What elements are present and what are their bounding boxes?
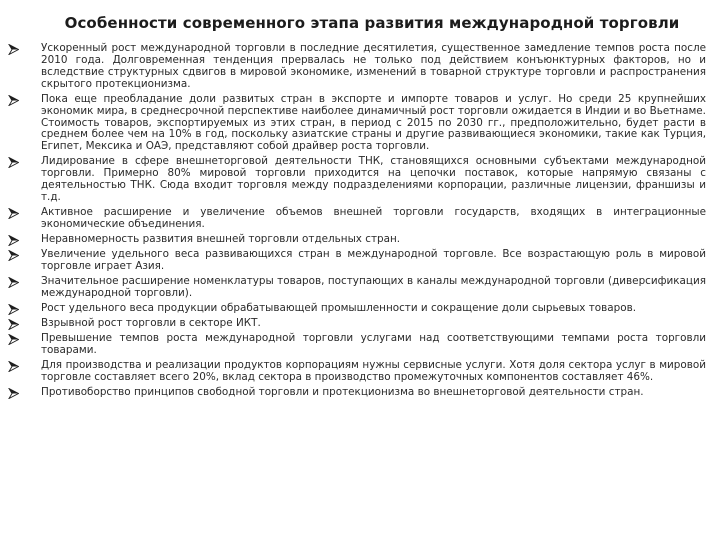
arrowhead-bullet-icon [8,334,20,345]
list-item-text: Увеличение удельного веса развивающихся стран в международной торговле. Все возрастающую роль в мировой торговле играет Азия. [41,247,706,272]
list-item-text: Пока еще преобладание доли развитых стран в экспорте и импорте товаров и услуг. Но среди 25 крупнейших экономик мира, в среднесрочной перспективе наиболее динамичный рост торговли ожидается в Индии и во Вьетнаме. Стоимость товаров, экспортируемых из этих стран, в период с 2015 по 2030 гг., предположительно, будет расти в среднем более чем на 10% в год, поскольку азиатские страны и другие развивающиеся экономики, такие как Турция, Египет, Мексика и ОАЭ, представляют собой драйвер роста торговли. [41,92,706,153]
list-item [8,249,706,273]
list-item-text: Взрывной рост торговли в секторе ИКТ. [41,316,261,329]
arrowhead-bullet-icon [8,277,20,288]
arrowhead-bullet-icon [8,157,20,168]
list-item-text: Ускоренный рост международной торговли в последние десятилетия, существенное замедление темпов роста после 2010 года. Долговременная тенденция прервалась не только под действием конъюнктурных факторов, но и вследствие структурных сдвигов в мировой экономике, изменений в товарной структуре торговли и распространения скрытого протекционизма. [41,42,706,90]
list-item-text: Лидирование в сфере внешнеторговой деятельности ТНК, становящихся основными субъектами международной торговли. Примерно 80% мировой торговли приходится на цепочки поставок, которые напрямую связаны с деятельностью ТНК. Сюда входит торговля между подразделениями корпорации, различные лицензии, франшизы и т.д. [41,155,706,204]
list-item-text: Активное расширение и увеличение объемов внешней торговли государств, входящих в интеграционные экономические объединения. [41,206,706,230]
bullet-list [8,43,706,399]
list-item [8,234,706,246]
list-item [8,360,706,384]
page-title: Особенности современного этапа развития международной торговли [64,14,680,32]
list-item [8,303,706,315]
list-item-text: Для производства и реализации продуктов корпорациям нужны сервисные услуги. Хотя доля сектора услуг в мировой торговле составляет всего 20%, вклад сектора в производство промежуточных компонентов составляет 46%. [41,358,706,383]
list-item [8,156,706,204]
arrowhead-bullet-icon [8,95,20,106]
list-item-text: Значительное расширение номенклатуры товаров, поступающих в каналы международной торговли (диверсификация международной торговли). [41,274,706,299]
arrowhead-bullet-icon [8,361,20,372]
arrowhead-bullet-icon [8,208,20,219]
list-item-text: Противоборство принципов свободной торговли и протекционизма во внешнеторговой деятельности стран. [41,385,644,398]
list-item [8,387,706,399]
list-item-text: Превышение темпов роста международной торговли услугами над соответствующими темпами роста торговли товарами. [41,331,706,356]
arrowhead-bullet-icon [8,44,20,55]
list-item [8,43,706,91]
list-item [8,333,706,357]
list-item [8,207,706,231]
list-item [8,94,706,154]
arrowhead-bullet-icon [8,388,20,399]
arrowhead-bullet-icon [8,250,20,261]
arrowhead-bullet-icon [8,319,20,330]
arrowhead-bullet-icon [8,304,20,315]
list-item-text: Рост удельного веса продукции обрабатывающей промышленности и сокращение доли сырьевых товаров. [41,301,637,314]
list-item-text: Неравномерность развития внешней торговли отдельных стран. [41,232,401,245]
arrowhead-bullet-icon [8,235,20,246]
list-item [8,318,706,330]
list-item [8,276,706,300]
